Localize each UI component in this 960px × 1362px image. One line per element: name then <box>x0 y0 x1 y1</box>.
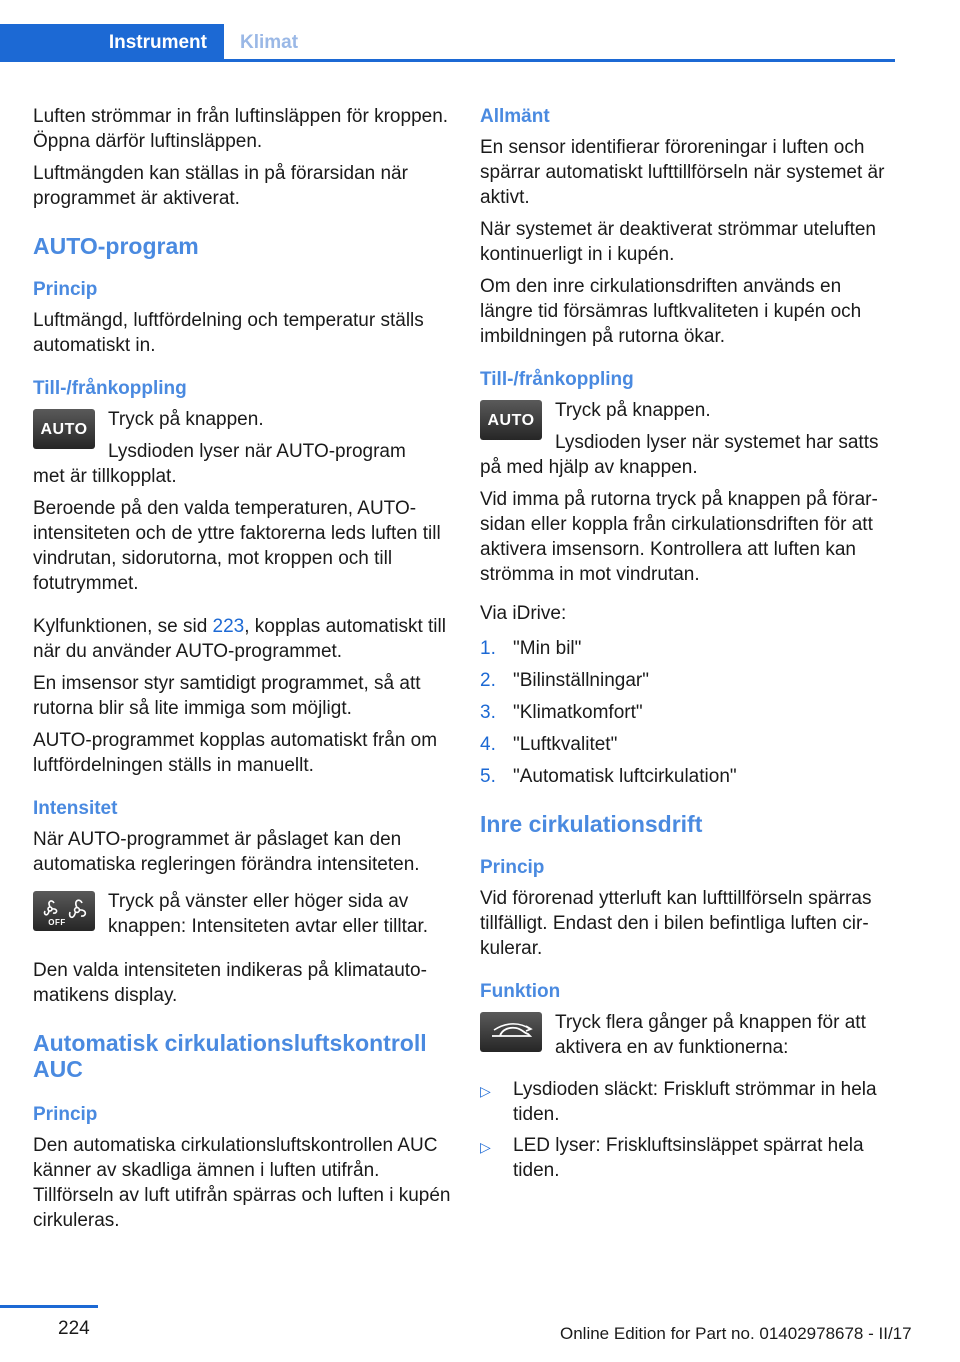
instruction-text: Lysdioden lyser när AUTO-program <box>108 441 406 462</box>
idrive-steps <box>480 636 898 789</box>
button-instruction <box>33 407 451 464</box>
right-column <box>480 104 898 1189</box>
button-instruction <box>480 398 898 455</box>
tab-instrument[interactable]: Instrument <box>0 24 224 62</box>
subheading-princip: Princip <box>33 279 98 300</box>
paragraph: En imsensor styr samtidigt programmet, så att rutorna blir så lite immiga som möjligt. <box>33 673 421 719</box>
section-heading-auc: Automatisk cirkulationsluftskontroll AUC <box>33 1030 427 1082</box>
list-item: ▷ Lysdioden släckt: Friskluft strömmar in hela tiden. <box>480 1079 877 1125</box>
subheading-princip: Princip <box>33 1104 98 1125</box>
paragraph: När AUTO-programmet är påslaget kan den automatiska regleringen förändra intensiteten. <box>33 829 420 875</box>
paragraph: Om den inre cirkulationsdriften används en längre tid försämras luftkvaliteten i kupén och imbildningen på rutorna ökar. <box>480 276 862 347</box>
paragraph: Den valda intensiteten indikeras på klimatautomatikens display. <box>33 960 427 1006</box>
list-item: 1. "Min bil" <box>480 638 582 659</box>
section-heading-inre: Inre cirkulationsdrift <box>480 811 703 837</box>
button-instruction <box>480 1010 898 1067</box>
paragraph: AUTO-programmet kopplas automatiskt från om luftfördelningen ställs in manuellt. <box>33 730 438 776</box>
paragraph: Vid imma på rutorna tryck på knappen på förarsidan eller koppla från cirkulationsdriften för att aktivera imsensorn. Kontrollera att luften kan strömma in mot vindrutan. <box>480 489 878 585</box>
instruction-text: met är tillkopplat. <box>33 466 177 487</box>
header-bar <box>0 0 895 62</box>
paragraph: Via iDrive: <box>480 603 567 624</box>
list-item: ▷ LED lyser: Friskluftsinsläppet spärrat hela tiden. <box>480 1135 864 1181</box>
subheading-onoff: Till-/frånkoppling <box>480 369 634 390</box>
left-column <box>33 104 451 1240</box>
list-item: 2. "Bilinställningar" <box>480 670 649 691</box>
button-instruction <box>33 889 451 946</box>
list-item: 3. "Klimatkomfort" <box>480 702 643 723</box>
subheading-princip: Princip <box>480 857 545 878</box>
paragraph: När systemet är deaktiverat strömmar uteluften kontinuerligt in i kupén. <box>480 219 876 265</box>
subheading-onoff: Till-/frånkoppling <box>33 378 187 399</box>
auto-button-icon: AUTO <box>33 409 95 449</box>
paragraph: Luften strömmar in från luftinsläppen för kroppen. Öppna därför luftinsläppen. <box>33 106 449 152</box>
instruction-text: Tryck på knappen. <box>555 400 711 421</box>
instruction-text: Tryck på knappen. <box>108 409 264 430</box>
footer-rule <box>0 1305 98 1308</box>
paragraph: Luftmängden kan ställas in på förarsidan när programmet är aktiverat. <box>33 163 408 209</box>
subheading-funktion: Funktion <box>480 981 561 1002</box>
paragraph: Vid förorenad ytterluft kan lufttillförseln spärras tillfälligt. Endast den i bilen befintliga luften cirkulerar. <box>480 888 872 959</box>
paragraph: Kylfunktionen, se sid 223, kopplas automatiskt till när du använder AUTO-programmet. <box>33 616 446 662</box>
paragraph: Beroende på den valda temperaturen, AUTO-intensiteten och de yttre faktorerna leds luften till vindrutan, sidorutorna, mot kroppen och till fotutrymmet. <box>33 498 441 594</box>
section-heading-auto: AUTO-program <box>33 233 199 259</box>
edition-text: Online Edition for Part no. 01402978678 - II/17 <box>560 1324 912 1343</box>
instruction-text: Lysdioden lyser när systemet har satts <box>555 432 879 453</box>
recirculation-icon <box>486 1020 536 1044</box>
subheading-intensitet: Intensitet <box>33 798 118 819</box>
instruction-text: Tryck flera gånger på knappen för att aktivera en av funktionerna: <box>555 1012 866 1058</box>
fan-button-icon: OFF <box>33 891 95 931</box>
list-item: 5. "Automatisk luftcirkulation" <box>480 766 737 787</box>
paragraph: Den automatiska cirkulationsluftskontrollen AUC känner av skadliga ämnen i luften utifrån. Tillförseln av luft utifrån spärras och luften i kupén cirkuleras. <box>33 1135 451 1231</box>
recirculation-button-icon <box>480 1012 542 1052</box>
auto-button-icon: AUTO <box>480 400 542 440</box>
paragraph: Luftmängd, luftfördelning och temperatur ställs automatiskt in. <box>33 310 424 356</box>
instruction-text: Tryck på vänster eller höger sida av knappen: Intensiteten avtar eller tilltar. <box>108 891 429 937</box>
paragraph: En sensor identifierar föroreningar i luften och spärrar automatiskt lufttillförseln när systemet är aktivt. <box>480 137 885 208</box>
tab-klimat[interactable]: Klimat <box>240 32 299 53</box>
page-number: 224 <box>58 1318 90 1339</box>
function-list <box>480 1077 898 1183</box>
list-item: 4. "Luftkvalitet" <box>480 734 618 755</box>
subheading-allmant: Allmänt <box>480 106 550 127</box>
page-link[interactable]: 223 <box>212 616 245 637</box>
instruction-text: på med hjälp av knappen. <box>480 457 698 478</box>
